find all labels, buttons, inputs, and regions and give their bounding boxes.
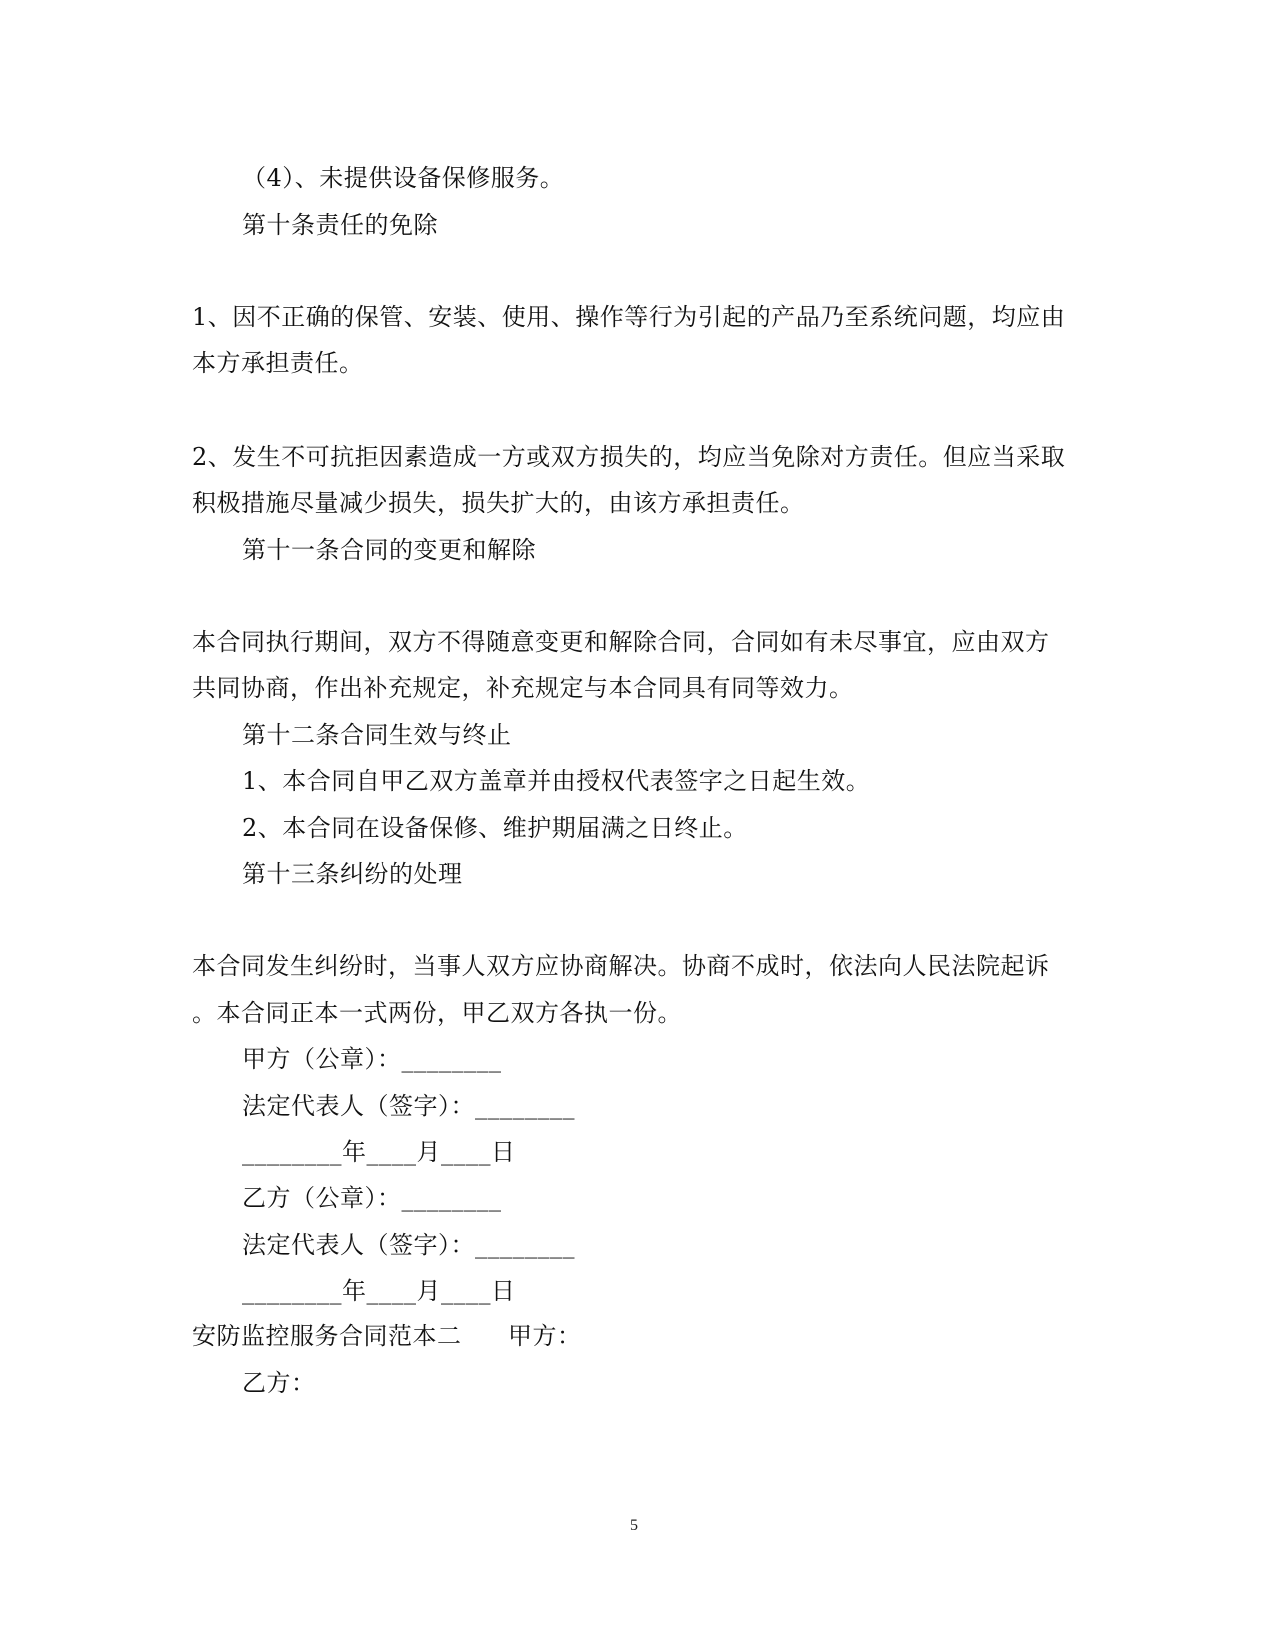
- article-13-para-line-2: 。本合同正本一式两份，甲乙双方各执一份。: [192, 999, 682, 1027]
- article-11-heading: 第十一条合同的变更和解除: [242, 536, 536, 564]
- party-a-date-line: ________年____月____日: [242, 1138, 516, 1166]
- party-a-representative-line: 法定代表人（签字）：________: [242, 1092, 575, 1120]
- article-13-para-line-1: 本合同发生纠纷时，当事人双方应协商解决。协商不成时，依法向人民法院起诉: [192, 952, 1050, 980]
- clause-item-4: （4）、未提供设备保修服务。: [242, 164, 565, 192]
- article-13-heading: 第十三条纠纷的处理: [242, 860, 463, 888]
- article-12-heading: 第十二条合同生效与终止: [242, 721, 512, 749]
- sample-2-title: 安防监控服务合同范本二: [192, 1322, 462, 1350]
- sample-2-party-a-label: 甲方：: [508, 1322, 582, 1350]
- article-10-para-1-line-1: 1、因不正确的保管、安装、使用、操作等行为引起的产品乃至系统问题，均应由: [192, 303, 1066, 331]
- party-b-seal-line: 乙方（公章）：________: [242, 1184, 502, 1212]
- page-number: 5: [630, 1517, 638, 1534]
- article-10-para-2-line-2: 积极措施尽量减少损失，损失扩大的，由该方承担责任。: [192, 489, 805, 517]
- article-11-para-line-1: 本合同执行期间，双方不得随意变更和解除合同，合同如有未尽事宜，应由双方: [192, 628, 1050, 656]
- article-12-item-1: 1、本合同自甲乙双方盖章并由授权代表签字之日起生效。: [242, 767, 871, 795]
- party-b-representative-line: 法定代表人（签字）：________: [242, 1231, 575, 1259]
- article-10-para-1-line-2: 本方承担责任。: [192, 349, 364, 377]
- article-11-para-line-2: 共同协商，作出补充规定，补充规定与本合同具有同等效力。: [192, 674, 854, 702]
- article-10-heading: 第十条责任的免除: [242, 211, 438, 239]
- article-12-item-2: 2、本合同在设备保修、维护期届满之日终止。: [242, 814, 748, 842]
- party-a-seal-line: 甲方（公章）：________: [242, 1045, 502, 1073]
- sample-2-party-b-label: 乙方：: [242, 1369, 316, 1397]
- party-b-date-line: ________年____月____日: [242, 1277, 516, 1305]
- article-10-para-2-line-1: 2、发生不可抗拒因素造成一方或双方损失的，均应当免除对方责任。但应当采取: [192, 443, 1066, 471]
